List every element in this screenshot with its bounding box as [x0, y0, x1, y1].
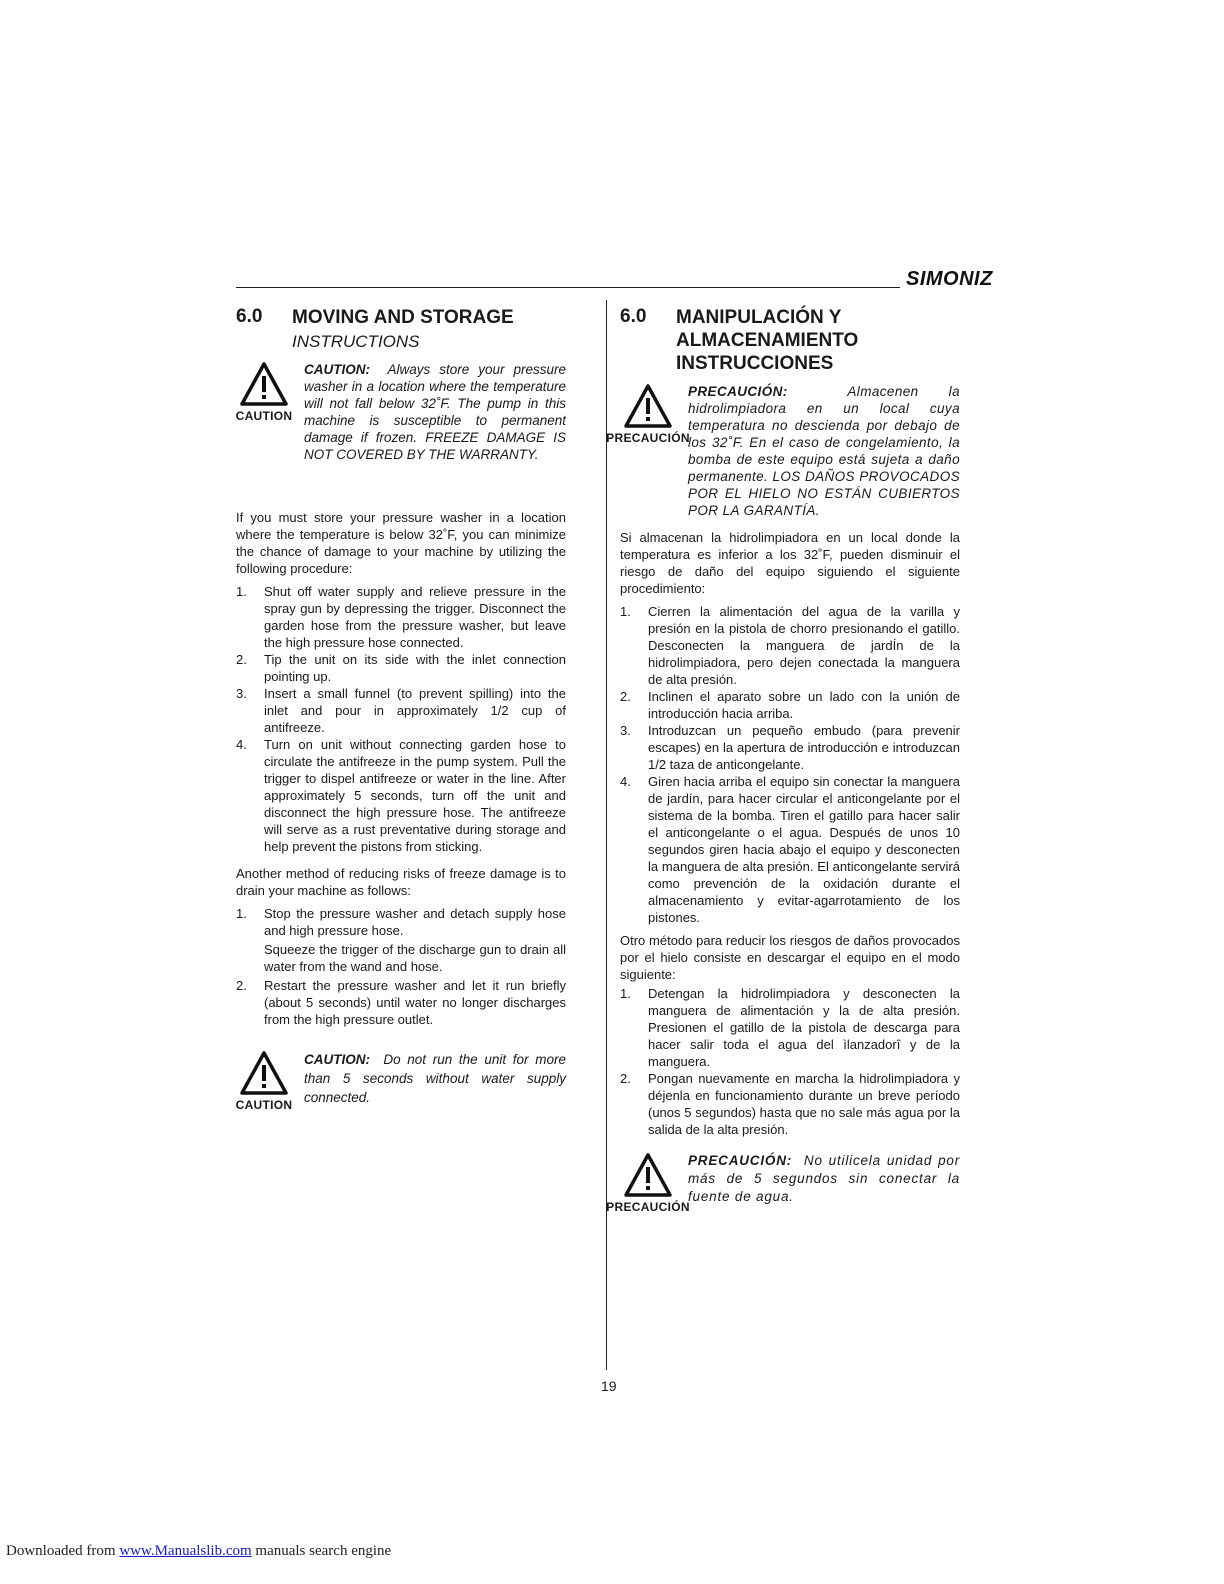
method2-intro: Otro método para reducir los riesgos de daños provocados por el hielo consiste en descargar el equipo en el modo siguiente: [620, 933, 960, 982]
intro-paragraph: If you must store your pressure washer in a location where the temperature is below 32˚F, you can minimize the chance of damage to your machine by utilizing the following procedure: [236, 510, 566, 576]
footer-prefix: Downloaded from [6, 1543, 116, 1559]
list-item: 1. Cierren la alimentación del agua de la varilla y presión en la pistola de chorro presionando el gatillo. Desconecten la manguera de jardÍn de la hidrolimpiadora, pero dejen conectada la manguera de alta presión. [620, 604, 960, 687]
warning-triangle-icon [623, 383, 673, 429]
section-number: 6.0 [620, 306, 647, 327]
caution-icon-wrap [224, 361, 304, 423]
caution-lead: PRECAUCIÓN: [688, 1153, 793, 1168]
drain-procedure-list [236, 905, 566, 939]
header-rule [236, 287, 900, 288]
procedure-list [620, 603, 960, 926]
caution-label: CAUTION [235, 409, 293, 423]
method2-intro: Another method of reducing risks of freeze damage is to drain your machine as follows: [236, 866, 566, 898]
warning-triangle-icon [239, 1050, 289, 1096]
drain-procedure-list-cont [236, 977, 566, 1028]
caution-text [304, 1050, 566, 1107]
intro-paragraph: Si almacenan la hidrolimpiadora en un local donde la temperatura es inferior a los 32˚F, pueden disminuir el riesgo de daño del equipo siguiendo el siguiente procedimiento: [620, 530, 960, 596]
list-item: 2. Restart the pressure washer and let it run briefly (about 5 seconds) until water no longer discharges from the high pressure outlet. [236, 978, 566, 1027]
section-heading [236, 306, 566, 353]
caution-label: PRECAUCIÓN [606, 1200, 690, 1214]
caution-body: Do not run the unit for more than 5 seconds without water supply connected. [304, 1052, 566, 1105]
caution-block-2 [606, 1152, 960, 1214]
section-title: MANIPULACIÓN Y ALMACENAMIENTO INSTRUCCIONES [676, 307, 859, 374]
list-item: 3. Insert a small funnel (to prevent spilling) into the inlet and pour in approximately 1/2 cup of antifreeze. [236, 686, 566, 735]
caution-text [688, 383, 960, 519]
list-item: 2. Pongan nuevamente en marcha la hidrolimpiadora y déjenla en funcionamiento durante un breve período (unos 5 segundos) hasta que no sale más agua por la salida de la alta presión. [620, 1071, 960, 1137]
list-item: 1. Shut off water supply and relieve pressure in the spray gun by depressing the trigger. Disconnect the garden hose from the pressure washer, but leave the high pressure hose connected. [236, 584, 566, 650]
page-number: 19 [601, 1378, 617, 1394]
warning-triangle-icon [623, 1152, 673, 1198]
drain-procedure-list [620, 985, 960, 1138]
caution-label: CAUTION [235, 1098, 293, 1112]
list-item: 4. Turn on unit without connecting garden hose to circulate the antifreeze in the pump system. Pull the trigger to dispel antifreeze or water in the line. After approximately 5 seconds, turn off the unit and disconnect the high pressure hose. The antifreeze will serve as a rust preventative during storage and help prevent the pistons from sticking. [236, 737, 566, 854]
caution-lead: PRECAUCIÓN: [688, 384, 788, 399]
warning-triangle-icon [239, 361, 289, 407]
section-number: 6.0 [236, 306, 263, 327]
caution-lead: CAUTION: [304, 1052, 370, 1067]
caution-body: Always store your pressure washer in a location where the temperature will not fall below 32˚F. The pump in this machine is susceptible to permanent damage if frozen. FREEZE DAMAGE IS NOT COVERED BY THE WARRANTY. [304, 362, 566, 462]
list-item: 2. Tip the unit on its side with the inlet connection pointing up. [236, 652, 566, 684]
caution-body: Almacenen la hidrolimpiadora en un local cuya temperatura no descienda por debajo de los 32˚F. En el caso de congelamiento, la bomba de este equipo está sujeta a daño permanente. LOS DAÑOS PROVOCADOS POR EL HIELO NO ESTÁN CUBIERTOS POR LA GARANTÍA. [688, 384, 960, 518]
spanish-column [606, 306, 960, 1226]
procedure-list [236, 583, 566, 855]
english-column [236, 306, 566, 1124]
section-title [292, 306, 514, 353]
caution-icon-wrap [224, 1050, 304, 1112]
list-item: 1. Detengan la hidrolimpiadora y desconecten la manguera de alimentación y la de alta presión. Presionen el gatillo de la pistola de descarga para hacer salir toda el agua del ìlanzadorî y de la manguera. [620, 986, 960, 1069]
manualslib-link[interactable]: www.Manualslib.com [119, 1543, 252, 1559]
list-item: 4. Giren hacia arriba el equipo sin conectar la manguera de jardín, para hacer circular el anticongelante por el sistema de la bomba. Tiren el gatillo para hacer salir el anticongelante o el agua. Después de unos 10 segundos giren hacia abajo el equipo y desconecten la manguera de alta presión. El anticongelante servirá como prevención de la oxidación durante el almacenamiento y evitar-agarrotamiento de los pistones. [620, 774, 960, 925]
caution-label: PRECAUCIÓN [606, 431, 690, 445]
caution-block [236, 361, 566, 463]
section-title-text: MOVING AND STORAGE [292, 307, 514, 328]
section-heading [620, 306, 960, 375]
caution-lead: CAUTION: [304, 362, 370, 377]
caution-icon-wrap [608, 1152, 688, 1214]
caution-block-2 [236, 1050, 566, 1112]
brand-logo: SIMONIZ [906, 268, 993, 290]
caution-icon-wrap [608, 383, 688, 445]
list-item: 2. Inclinen el aparato sobre un lado con la unión de introducción hacia arriba. [620, 689, 960, 721]
list-item: 3. Introduzcan un pequeño embudo (para prevenir escapes) en la apertura de introducción e introduzcan 1/2 taza de anticongelante. [620, 723, 960, 772]
drain-note: Squeeze the trigger of the discharge gun to drain all water from the wand and hose. [264, 942, 566, 974]
caution-text [688, 1152, 960, 1206]
section-subtitle: INSTRUCTIONS [292, 332, 420, 351]
caution-block [606, 383, 960, 519]
download-footer [6, 1543, 391, 1560]
caution-body: No utilicela unidad por más de 5 segundos sin conectar la fuente de agua. [688, 1153, 960, 1204]
list-item: 1. Stop the pressure washer and detach supply hose and high pressure hose. [236, 906, 566, 938]
footer-suffix: manuals search engine [255, 1543, 392, 1559]
caution-text [304, 361, 566, 463]
